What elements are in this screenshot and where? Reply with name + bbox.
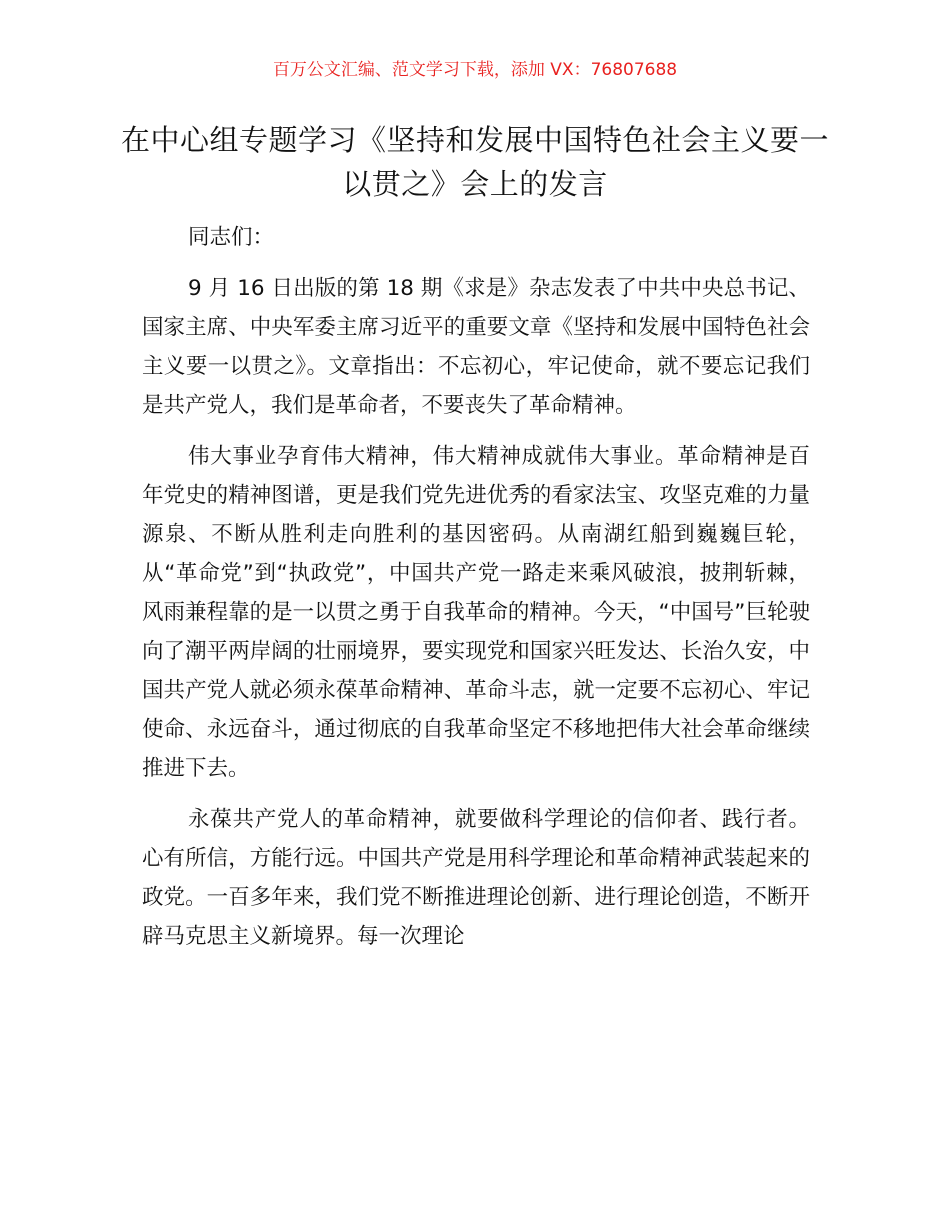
- document-title: 在中心组专题学习《坚持和发展中国特色社会主义要一以贯之》会上的发言: [120, 123, 829, 201]
- document-body: [142, 218, 810, 968]
- header-banner: 百万公文汇编、范文学习下载，添加 VX：76807688: [272, 60, 678, 80]
- paragraph-2: 伟大事业孕育伟大精神，伟大精神成就伟大事业。革命精神是百年党史的精神图谱，更是我们党先进优秀的看家法宝、攻坚克难的力量源泉、不断从胜利走向胜利的基因密码。从南湖红船到巍巍巨轮，从“革命党”到“执政党”，中国共产党一路走来乘风破浪，披荆斩棘，风雨兼程靠的是一以贯之勇于自我革命的精神。今天，“中国号”巨轮驶向了潮平两岸阔的壮丽境界，要实现党和国家兴旺发达、长治久安，中国共产党人就必须永葆革命精神、革命斗志，就一定要不忘初心、牢记使命、永远奋斗，通过彻底的自我革命坚定不移地把伟大社会革命继续推进下去。: [142, 444, 810, 781]
- paragraph-3: 永葆共产党人的革命精神，就要做科学理论的信仰者、践行者。心有所信，方能行远。中国共产党是用科学理论和革命精神武装起来的政党。一百多年来，我们党不断推进理论创新、进行理论创造，不断开辟马克思主义新境界。每一次理论: [142, 807, 810, 949]
- paragraph-1: 9 月 16 日出版的第 18 期《求是》杂志发表了中共中央总书记、国家主席、中央军委主席习近平的重要文章《坚持和发展中国特色社会主义要一以贯之》。文章指出：不忘初心，牢记使命，就不要忘记我们是共产党人，我们是革命者，不要丧失了革命精神。: [142, 276, 810, 418]
- salutation: 同志们：: [188, 225, 275, 250]
